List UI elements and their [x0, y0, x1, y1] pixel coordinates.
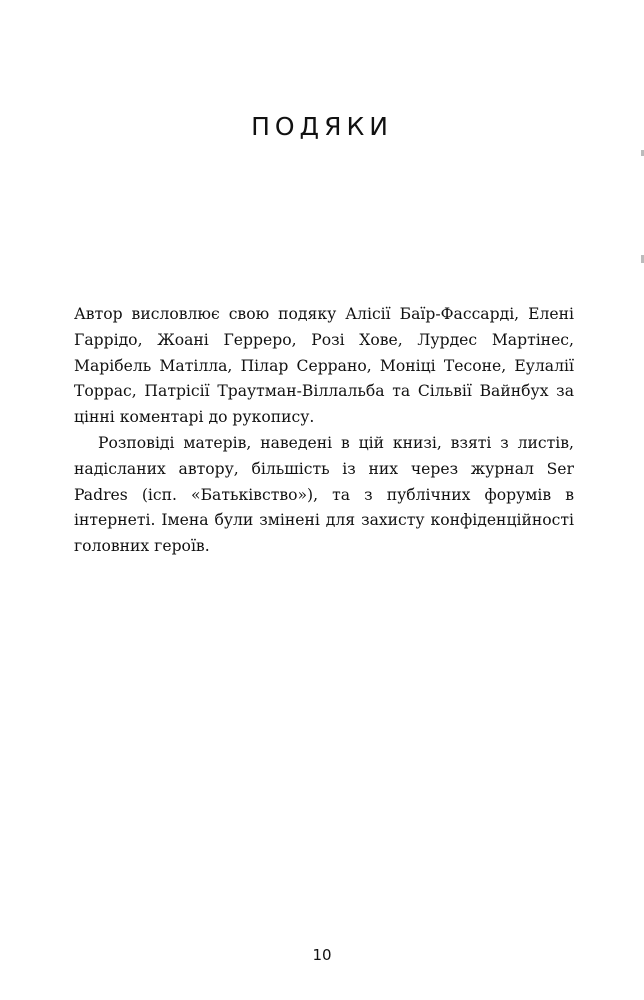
page-title: ПОДЯКИ: [251, 112, 393, 141]
paragraph-sources: Розповіді матерів, наведені в цій книзі, взяті з листів, надісланих автору, більшість із них через журнал Ser Padres (ісп. «Батьківство»), та з публічних форумів в інтернеті. Імена були змінені для захисту конфіденційності головних героїв.: [74, 433, 574, 556]
paragraph-acknowledgement: Автор висловлює свою подяку Алісії Баїр-Фассарді, Елені Гаррідо, Жоані Герреро, Розі Хове, Лурдес Мартінес, Марібель Матілла, Пілар Серрано, Моніці Тесоне, Еулалії Торрас, Патрісії Траутман-Віллальба та Сільвії Вайнбух за цінні коментарі до рукопису.: [74, 305, 574, 427]
page-number: 10: [312, 946, 332, 964]
acknowledgements-text: [74, 302, 574, 560]
